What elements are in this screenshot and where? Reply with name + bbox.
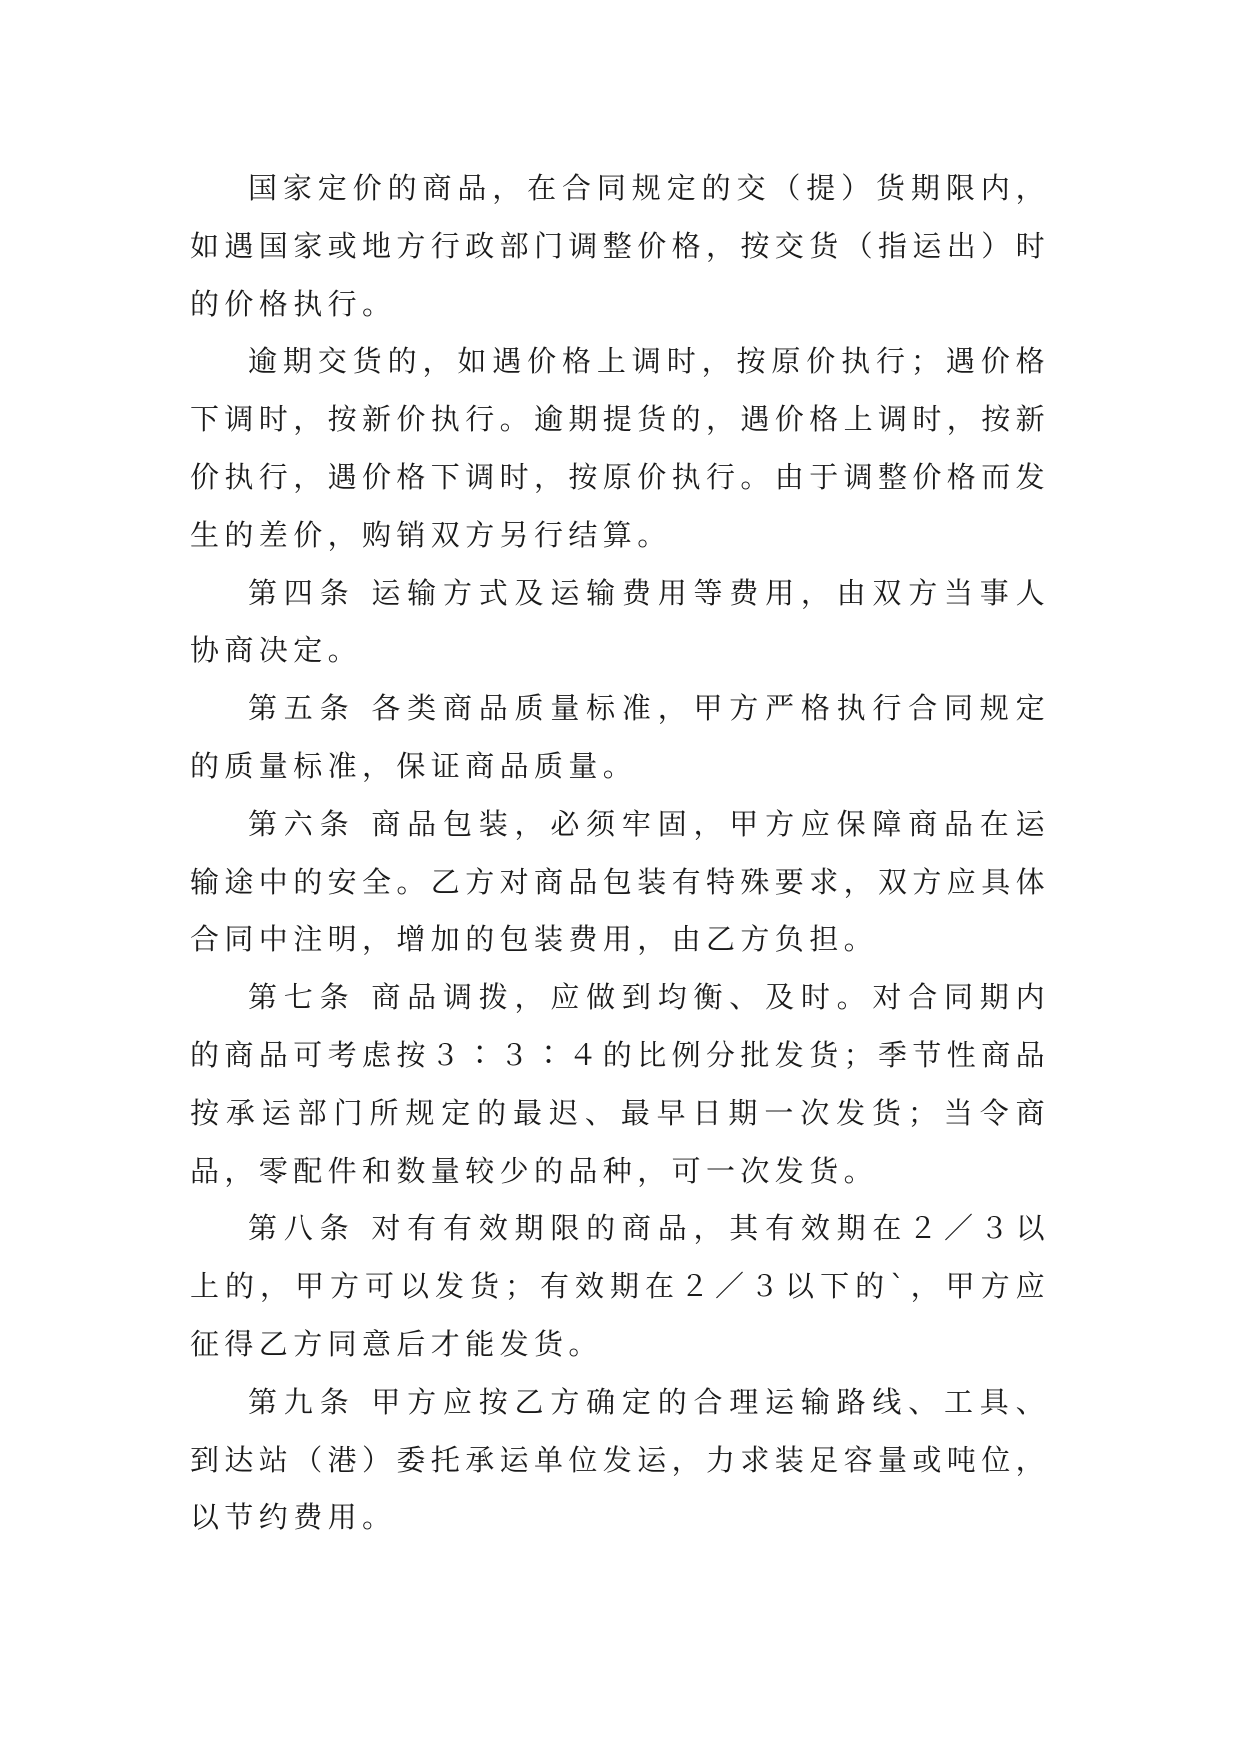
article-5-quality: 第五条 各类商品质量标准，甲方严格执行合同规定的质量标准，保证商品质量。 xyxy=(190,691,1050,783)
article-8-shelf-life: 第八条 对有有效期限的商品，其有效期在２／３以上的，甲方可以发货；有效期在２／３以下的`，甲方应征得乙方同意后才能发货。 xyxy=(190,1211,1050,1361)
article-7-allocation: 第七条 商品调拨，应做到均衡、及时。对合同期内的商品可考虑按３∶３∶４的比例分批发货；季节性商品按承运部门所规定的最迟、最早日期一次发货；当令商品，零配件和数量较少的品种，可一次发货。 xyxy=(190,980,1051,1188)
document-page xyxy=(190,160,1050,1547)
article-9-shipping: 第九条 甲方应按乙方确定的合理运输路线、工具、到达站（港）委托承运单位发运，力求装足容量或吨位，以节约费用。 xyxy=(190,1384,1051,1535)
paragraph-price-adjustment: 国家定价的商品，在合同规定的交（提）货期限内，如遇国家或地方行政部门调整价格，按交货（指运出）时的价格执行。 xyxy=(190,171,1051,321)
article-6-packaging: 第六条 商品包装，必须牢固，甲方应保障商品在运输途中的安全。乙方对商品包装有特殊要求，双方应具体合同中注明，增加的包装费用，由乙方负担。 xyxy=(190,806,1051,957)
paragraph-overdue-delivery: 逾期交货的，如遇价格上调时，按原价执行；遇价格下调时，按新价执行。逾期提货的，遇价格上调时，按新价执行，遇价格下调时，按原价执行。由于调整价格而发生的差价，购销双方另行结算。 xyxy=(190,344,1051,552)
article-4-transport: 第四条 运输方式及运输费用等费用，由双方当事人协商决定。 xyxy=(190,575,1050,668)
